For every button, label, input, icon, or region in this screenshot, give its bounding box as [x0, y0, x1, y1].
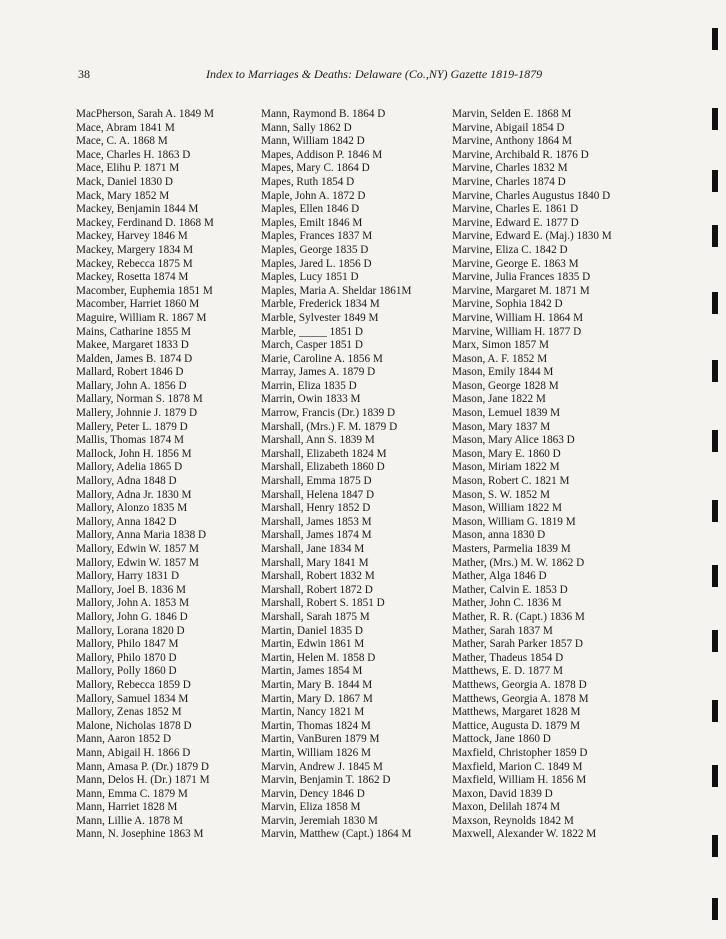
index-entry: Mackey, Ferdinand D. 1868 M [76, 216, 214, 229]
index-entry: Maples, Maria A. Sheldar 1861M [261, 284, 412, 297]
index-entry: Mann, Lillie A. 1878 M [76, 814, 183, 827]
index-entry: Marshall, Henry 1852 D [261, 502, 371, 515]
index-entry: Mann, Raymond B. 1864 D [261, 108, 386, 120]
binding-mark [712, 835, 718, 857]
binding-mark [712, 292, 718, 314]
index-entry: Macomber, Harriet 1860 M [76, 298, 200, 311]
index-entry: Martin, Edwin 1861 M [261, 638, 365, 651]
page-number: 38 [78, 67, 90, 81]
index-entry: Marshall, Mary 1841 M [261, 556, 369, 569]
index-entry: Mack, Daniel 1830 D [76, 175, 173, 188]
index-entry: Marvine, Charles E. 1861 D [452, 203, 579, 216]
index-entry: Marshall, Emma 1875 D [261, 475, 372, 488]
index-entry: Marshall, Helena 1847 D [261, 488, 375, 501]
binding-marks [712, 0, 718, 939]
index-entry: Martin, James 1854 M [261, 665, 363, 678]
index-entry: Mann, Delos H. (Dr.) 1871 M [76, 774, 210, 787]
index-entry: Mace, Charles H. 1863 D [76, 148, 191, 161]
index-entry: Mackey, Rosetta 1874 M [76, 271, 189, 284]
index-entry: Maxson, Reynolds 1842 M [452, 814, 574, 827]
index-entry: Marshall, James 1853 M [261, 515, 372, 528]
index-entry: Mason, Miriam 1822 M [452, 461, 560, 474]
index-entry: Marray, James A. 1879 D [261, 366, 376, 379]
binding-mark [712, 565, 718, 587]
index-entry: Marvin, Selden E. 1868 M [452, 108, 572, 120]
index-entry: Marvine, Edward E. 1877 D [452, 216, 579, 229]
index-entry: Mason, Robert C. 1821 M [452, 475, 570, 488]
index-entry: Mason, S. W. 1852 M [452, 488, 550, 501]
index-entry: Mallory, Anna Maria 1838 D [76, 529, 207, 542]
index-entry: Mallory, Anna 1842 D [76, 515, 177, 528]
index-entry: Mason, Lemuel 1839 M [452, 407, 561, 420]
index-entry: Mackey, Margery 1834 M [76, 243, 194, 256]
index-entry: Mapes, Addison P. 1846 M [261, 148, 383, 161]
index-entry: Matthews, Margaret 1828 M [452, 706, 581, 719]
index-entry: Mason, William G. 1819 M [452, 515, 576, 528]
index-entry: Mann, N. Josephine 1863 M [76, 828, 204, 841]
index-entry: Mann, Sally 1862 D [261, 121, 352, 134]
index-entry: Marshall, Elizabeth 1860 D [261, 461, 385, 474]
index-entry: Marshall, (Mrs.) F. M. 1879 D [261, 420, 398, 433]
index-entry: Marvine, Margaret M. 1871 M [452, 284, 590, 297]
index-entry: Mallory, Edwin W. 1857 M [76, 556, 199, 569]
index-entry: Masters, Parmelia 1839 M [452, 543, 571, 555]
index-entry: Mattice, Augusta D. 1879 M [452, 719, 581, 732]
index-column-3 [452, 108, 612, 842]
index-entry: Martin, Mary B. 1844 M [261, 678, 373, 691]
index-entry: Mallard, Robert 1846 D [76, 366, 184, 379]
index-entry: Martin, Mary D. 1867 M [261, 692, 373, 705]
index-entry: Mather, R. R. (Capt.) 1836 M [452, 610, 585, 623]
index-entry: Mann, Aaron 1852 D [76, 733, 172, 746]
index-entry: Mack, Mary 1852 M [76, 189, 170, 202]
index-entry: Mallory, Harry 1831 D [76, 570, 180, 583]
index-entry: Marshall, Robert 1872 D [261, 583, 373, 596]
index-entry: Marble, Sylvester 1849 M [261, 311, 379, 324]
index-entry: Mallory, Zenas 1852 M [76, 706, 182, 719]
index-entry: Makee, Margaret 1833 D [76, 339, 189, 352]
index-entry: Marvine, William H. 1864 M [452, 311, 584, 324]
binding-mark [712, 500, 718, 522]
index-entry: Mather, Thadeus 1854 D [452, 651, 564, 664]
index-entry: Mallory, Adna 1848 D [76, 475, 177, 488]
index-entry: Mason, anna 1830 D [452, 529, 546, 542]
index-entry: Mann, Amasa P. (Dr.) 1879 D [76, 760, 209, 773]
binding-mark [712, 108, 718, 130]
index-entry: Mason, Mary 1837 M [452, 420, 551, 433]
index-entry: Marvin, Dency 1846 D [261, 787, 365, 800]
index-entry: Mather, John C. 1836 M [452, 597, 562, 610]
index-entry: Macomber, Euphemia 1851 M [76, 284, 213, 297]
index-entry: Marvine, William H. 1877 D [452, 325, 582, 338]
index-entry: Mallory, Edwin W. 1857 M [76, 543, 199, 555]
binding-mark [712, 700, 718, 722]
index-entry: Mace, Abram 1841 M [76, 121, 175, 134]
index-entry: Mapes, Ruth 1854 D [261, 175, 355, 188]
index-entry: Malone, Nicholas 1878 D [76, 719, 192, 732]
index-entry: Martin, Nancy 1821 M [261, 706, 365, 719]
index-entry: Mace, C. A. 1868 M [76, 135, 168, 148]
index-entry: Marvine, Archibald R. 1876 D [452, 148, 589, 161]
index-entry: Martin, Helen M. 1858 D [261, 651, 376, 664]
index-entry: Martin, William 1826 M [261, 746, 371, 759]
index-entry: Mason, George 1828 M [452, 379, 559, 392]
index-entry: Mann, Abigail H. 1866 D [76, 746, 191, 759]
index-entry: Marvine, Charles 1874 D [452, 175, 566, 188]
index-entry: Mallory, Joel B. 1836 M [76, 583, 186, 596]
index-entry: Marshall, Jane 1834 M [261, 543, 365, 555]
index-entry: Martin, Thomas 1824 M [261, 719, 371, 732]
binding-mark [712, 225, 718, 247]
binding-mark [712, 898, 718, 920]
index-entry: Mallory, Adna Jr. 1830 M [76, 488, 192, 501]
index-entry: Marshall, Robert 1832 M [261, 570, 375, 583]
index-entry: Marvin, Jeremiah 1830 M [261, 814, 378, 827]
binding-mark [712, 360, 718, 382]
index-entry: Mason, Emily 1844 M [452, 366, 554, 379]
index-entry: Mallory, Rebecca 1859 D [76, 678, 191, 691]
index-entry: Maxon, David 1839 D [452, 787, 553, 800]
index-entry: Marvine, Anthony 1864 M [452, 135, 572, 148]
index-entry: Mapes, Mary C. 1864 D [261, 162, 370, 175]
binding-mark [712, 630, 718, 652]
binding-mark [712, 28, 718, 50]
index-column-2 [261, 108, 411, 842]
binding-mark [712, 430, 718, 452]
index-entry: Mather, (Mrs.) M. W. 1862 D [452, 556, 585, 569]
index-entry: Marvine, Sophia 1842 D [452, 298, 563, 311]
index-entry: Maxwell, Alexander W. 1822 M [452, 828, 597, 841]
index-entry: Marble, Frederick 1834 M [261, 298, 380, 311]
index-entry: Marvin, Andrew J. 1845 M [261, 760, 383, 773]
index-entry: Marshall, Sarah 1875 M [261, 610, 370, 623]
index-entry: Maple, John A. 1872 D [261, 189, 366, 202]
index-entry: Marshall, Ann S. 1839 M [261, 434, 375, 447]
index-entry: Mallory, Lorana 1820 D [76, 624, 185, 637]
index-entry: Marvin, Matthew (Capt.) 1864 M [261, 828, 412, 841]
index-entry: Marshall, Robert S. 1851 D [261, 597, 385, 610]
index-entry: Maples, Emilt 1846 M [261, 216, 363, 229]
index-entry: Mather, Calvin E. 1853 D [452, 583, 568, 596]
index-entry: Marshall, Elizabeth 1824 M [261, 447, 387, 460]
index-entry: Mackey, Benjamin 1844 M [76, 203, 199, 216]
index-entry: Marvine, Abigail 1854 D [452, 121, 565, 134]
index-entry: Marvine, Edward E. (Maj.) 1830 M [452, 230, 612, 243]
index-entry: Marshall, James 1874 M [261, 529, 372, 542]
index-entry: Maples, Frances 1837 M [261, 230, 373, 243]
index-entry: Mason, Jane 1822 M [452, 393, 546, 406]
index-entry: Martin, VanBuren 1879 M [261, 733, 380, 746]
index-entry: Mace, Elihu P. 1871 M [76, 162, 180, 175]
index-entry: Maxfield, Marion C. 1849 M [452, 760, 583, 773]
index-entry: Marble, _____ 1851 D [261, 325, 363, 338]
index-entry: Mallory, John A. 1853 M [76, 597, 190, 610]
index-entry: Marvine, Charles Augustus 1840 D [452, 189, 611, 202]
index-entry: Mackey, Rebecca 1875 M [76, 257, 193, 270]
running-title: Index to Marriages & Deaths: Delaware (Co.,NY) Gazette 1819-1879 [206, 67, 543, 81]
index-entry: Matthews, Georgia A. 1878 D [452, 678, 587, 691]
index-entry: Mallary, John A. 1856 D [76, 379, 187, 392]
index-entry: Maples, Ellen 1846 D [261, 203, 360, 216]
index-entry: Marx, Simon 1857 M [452, 339, 549, 352]
binding-mark [712, 765, 718, 787]
index-entry: Maxfield, William H. 1856 M [452, 774, 587, 787]
index-entry: Mallory, Adelia 1865 D [76, 461, 183, 474]
index-entry: Martin, Daniel 1835 D [261, 624, 363, 637]
index-entry: Mason, Mary E. 1860 D [452, 447, 561, 460]
index-entry: Mallory, Samuel 1834 M [76, 692, 189, 705]
index-entry: Mason, A. F. 1852 M [452, 352, 548, 365]
index-entry: Mallory, John G. 1846 D [76, 610, 188, 623]
index-entry: Matthews, E. D. 1877 M [452, 665, 563, 678]
index-entry: Mather, Alga 1846 D [452, 570, 547, 583]
index-entry: Mann, Harriet 1828 M [76, 801, 178, 814]
index-entry: Marrin, Owin 1833 M [261, 393, 361, 406]
index-entry: Marvine, Eliza C. 1842 D [452, 243, 568, 256]
index-entry: Maguire, William R. 1867 M [76, 311, 207, 324]
index-entry: Mallery, Peter L. 1879 D [76, 420, 188, 433]
index-entry: Marvin, Benjamin T. 1862 D [261, 774, 391, 787]
index-entry: Mallery, Johnnie J. 1879 D [76, 407, 198, 420]
index-entry: Mather, Sarah Parker 1857 D [452, 638, 583, 651]
index-entry: Mann, Emma C. 1879 M [76, 787, 188, 800]
index-entry: Marvine, George E. 1863 M [452, 257, 579, 270]
index-entry: Mallory, Alonzo 1835 M [76, 502, 188, 515]
index-entry: Marvin, Eliza 1858 M [261, 801, 361, 814]
index-entry: Mallory, Polly 1860 D [76, 665, 177, 678]
index-entry: Mann, William 1842 D [261, 135, 365, 148]
index-entry: Maxfield, Christopher 1859 D [452, 746, 588, 759]
index-entry: Maples, Jared L. 1856 D [261, 257, 372, 270]
index-entry: March, Casper 1851 D [261, 339, 363, 352]
index-entry: Maxon, Delilah 1874 M [452, 801, 561, 814]
index-column-1 [76, 108, 214, 842]
index-entry: Maples, Lucy 1851 D [261, 271, 359, 284]
index-entry: Mackey, Harvey 1846 M [76, 230, 188, 243]
index-entry: Marvine, Charles 1832 M [452, 162, 568, 175]
index-entry: Mason, William 1822 M [452, 502, 562, 515]
index-entry: Mallary, Norman S. 1878 M [76, 393, 203, 406]
index-entry: Malden, James B. 1874 D [76, 352, 193, 365]
index-entry: Mallock, John H. 1856 M [76, 447, 192, 460]
index-entry: Matthews, Georgia A. 1878 M [452, 692, 589, 705]
index-entry: Marie, Caroline A. 1856 M [261, 352, 383, 365]
index-entry: Mallory, Philo 1870 D [76, 651, 177, 664]
index-entry: Mason, Mary Alice 1863 D [452, 434, 575, 447]
index-entry: Maples, George 1835 D [261, 243, 369, 256]
index-entry: MacPherson, Sarah A. 1849 M [76, 108, 214, 120]
index-entry: Mallis, Thomas 1874 M [76, 434, 184, 447]
index-entry: Marvine, Julia Frances 1835 D [452, 271, 591, 284]
index-entry: Mattock, Jane 1860 D [452, 733, 551, 746]
index-entry: Mather, Sarah 1837 M [452, 624, 553, 637]
index-entry: Marrow, Francis (Dr.) 1839 D [261, 407, 396, 420]
index-entry: Marrin, Eliza 1835 D [261, 379, 357, 392]
index-entry: Mallory, Philo 1847 M [76, 638, 179, 651]
index-entry: Mains, Catharine 1855 M [76, 325, 191, 338]
binding-mark [712, 170, 718, 192]
